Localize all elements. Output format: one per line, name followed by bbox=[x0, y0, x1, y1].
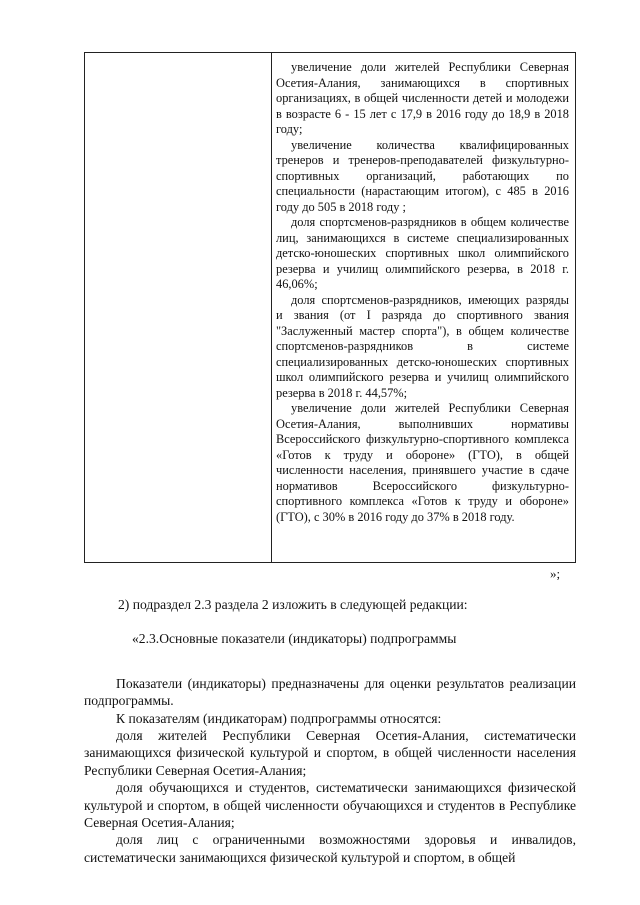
section-heading: «2.3.Основные показатели (индикаторы) подпрограммы bbox=[132, 631, 457, 647]
table-paragraph: увеличение доли жителей Республики Северная Осетия-Алания, занимающихся в спортивных организациях, в общей численности детей и молодежи в возрасте 6 - 15 лет с 17,9 в 2016 году до 18,9 в 2018 году; bbox=[276, 60, 569, 136]
body-paragraph: доля жителей Республики Северная Осетия-Алания, систематически занимающихся физической культурой и спортом, в общей численности населения Республики Северная Осетия-Алания; bbox=[84, 728, 576, 778]
subsection-note: 2) подраздел 2.3 раздела 2 изложить в следующей редакции: bbox=[118, 597, 468, 612]
indicators-table bbox=[84, 52, 576, 563]
table-paragraph: доля спортсменов-разрядников, имеющих разряды и звания (от I разряда до спортивного звания "Заслуженный мастер спорта"), в общем количестве спортсменов-разрядников в системе специализированных детско-юношеских спортивных школ олимпийского резерва и училищ олимпийского резерва в 2018 г. 44,57%; bbox=[276, 292, 569, 400]
body-paragraph: доля обучающихся и студентов, систематически занимающихся физической культурой и спортом, в общей численности обучающихся и студентов в Республике Северная Осетия-Алания; bbox=[84, 780, 576, 831]
closing-quote: »; bbox=[550, 566, 561, 581]
body-paragraph: доля лиц с ограниченными возможностями здоровья и инвалидов, систематически занимающихся физической культурой и спортом, в общей bbox=[84, 832, 576, 865]
table-right-cell bbox=[276, 60, 569, 525]
table-paragraph: увеличение доли жителей Республики Северная Осетия-Алания, выполнивших нормативы Всероссийского физкультурно-спортивного комплекса «Готов к труду и обороне» (ГТО), в общей численности населения, принявшего участие в сдаче нормативов Всероссийского физкультурно-спортивного комплекса «Готов к труду и обороне» (ГТО), с 30% в 2016 году до 37% в 2018 году. bbox=[276, 401, 569, 524]
body-paragraph: Показатели (индикаторы) предназначены для оценки результатов реализации подпрограммы. bbox=[84, 675, 576, 709]
table-paragraph: увеличение количества квалифицированных тренеров и тренеров-преподавателей физкультурно-спортивных организаций, работающих по специальности (нарастающим итогом), с 485 в 2016 году до 505 в 2018 году ; bbox=[276, 137, 569, 214]
table-paragraph: доля спортсменов-разрядников в общем количестве лиц, занимающихся в системе специализированных детско-юношеских спортивных школ олимпийского резерва и училищ олимпийского резерва, в 2018 г. 46,06%; bbox=[276, 215, 569, 291]
body-paragraph: К показателям (индикаторам) подпрограммы относятся: bbox=[116, 710, 442, 726]
table-column-divider bbox=[271, 53, 272, 562]
document-body bbox=[84, 596, 576, 866]
